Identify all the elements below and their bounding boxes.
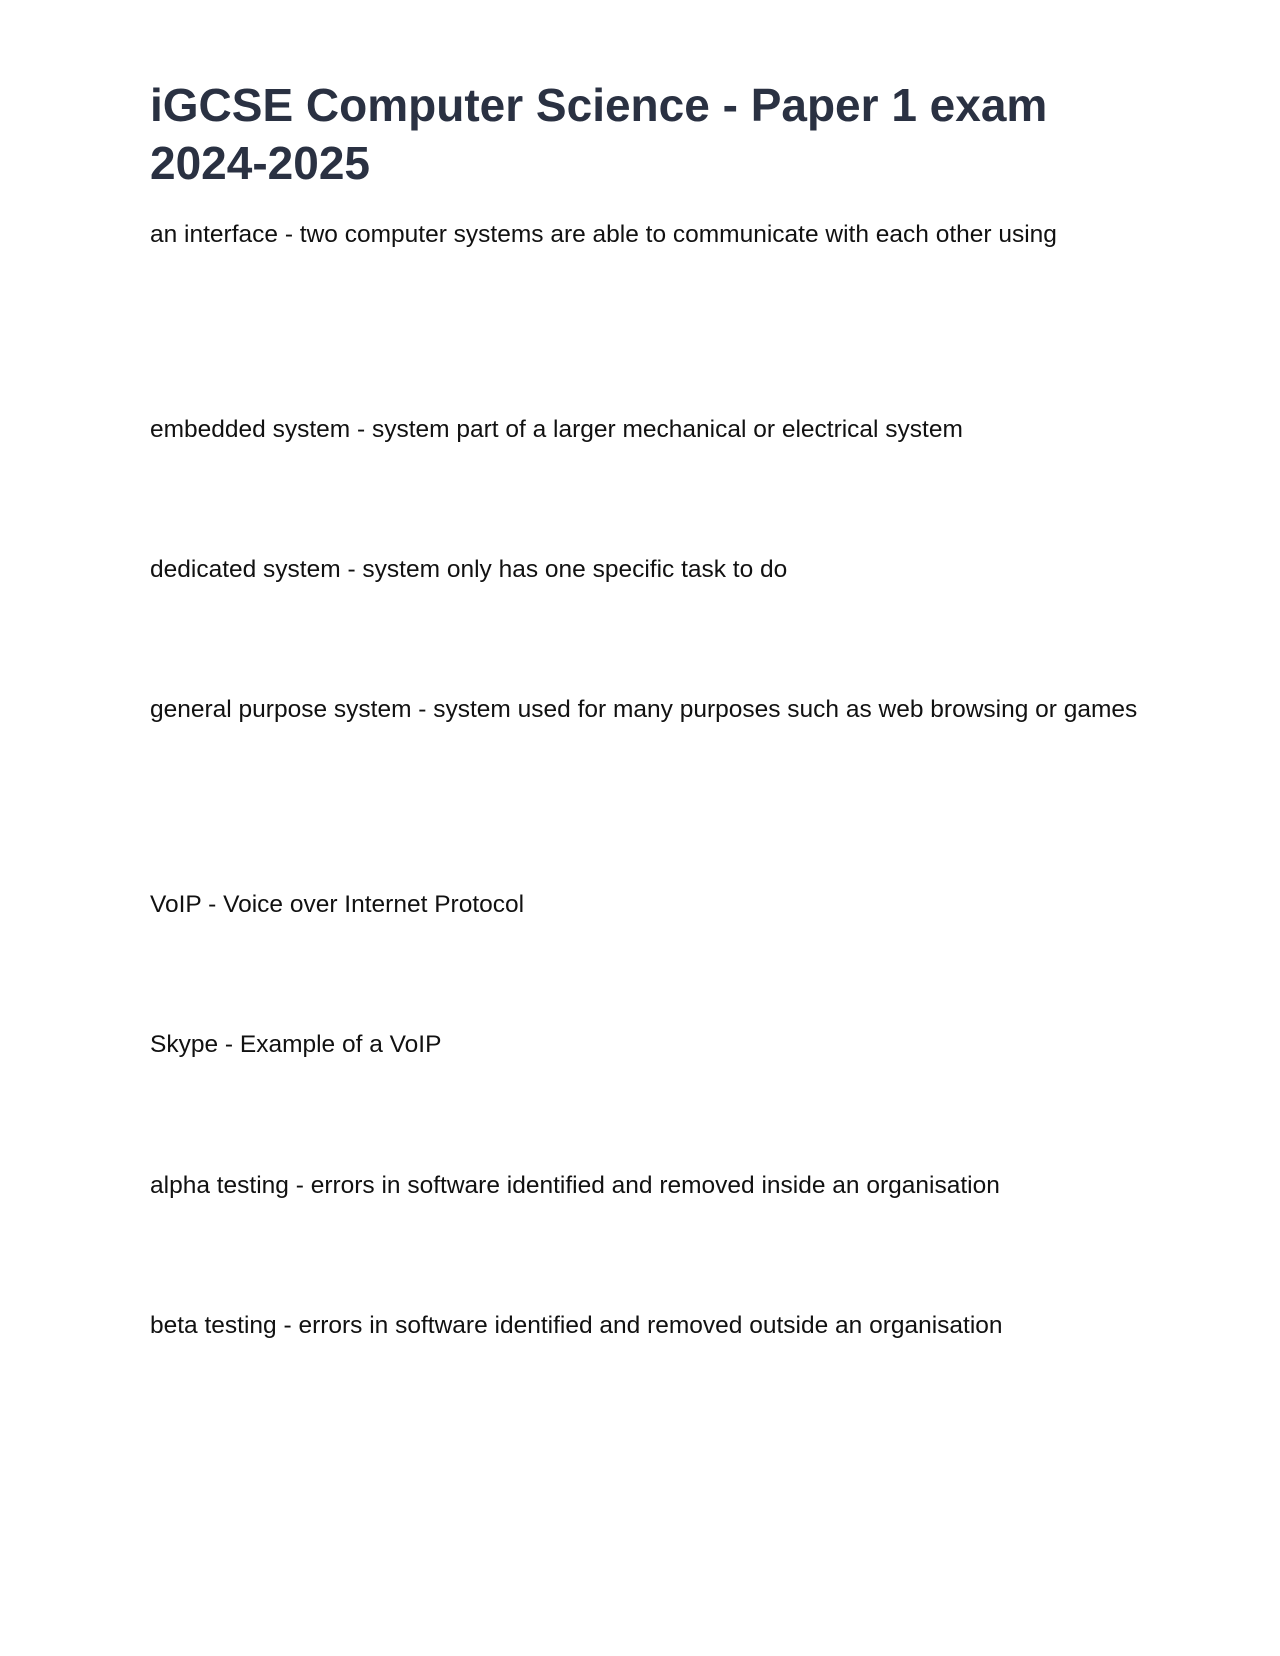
flashcard-entry-embedded-system: embedded system - system part of a larger mechanical or electrical system — [150, 416, 963, 443]
flashcard-entry-dedicated-system: dedicated system - system only has one specific task to do — [150, 556, 788, 583]
flashcard-entry-voip: VoIP - Voice over Internet Protocol — [150, 891, 525, 918]
flashcard-entry-beta-testing: beta testing - errors in software identified and removed outside an organisation — [150, 1312, 1003, 1339]
flashcard-entry-alpha-testing: alpha testing - errors in software identified and removed inside an organisation — [150, 1172, 1000, 1199]
flashcard-entry-interface: an interface - two computer systems are able to communicate with each other using — [150, 221, 1057, 248]
flashcard-entry-general-purpose-system: general purpose system - system used for many purposes such as web browsing or games — [150, 696, 1138, 723]
document-title: iGCSE Computer Science - Paper 1 exam 2024-2025 — [150, 79, 1048, 189]
flashcard-entry-skype: Skype - Example of a VoIP — [150, 1031, 442, 1058]
